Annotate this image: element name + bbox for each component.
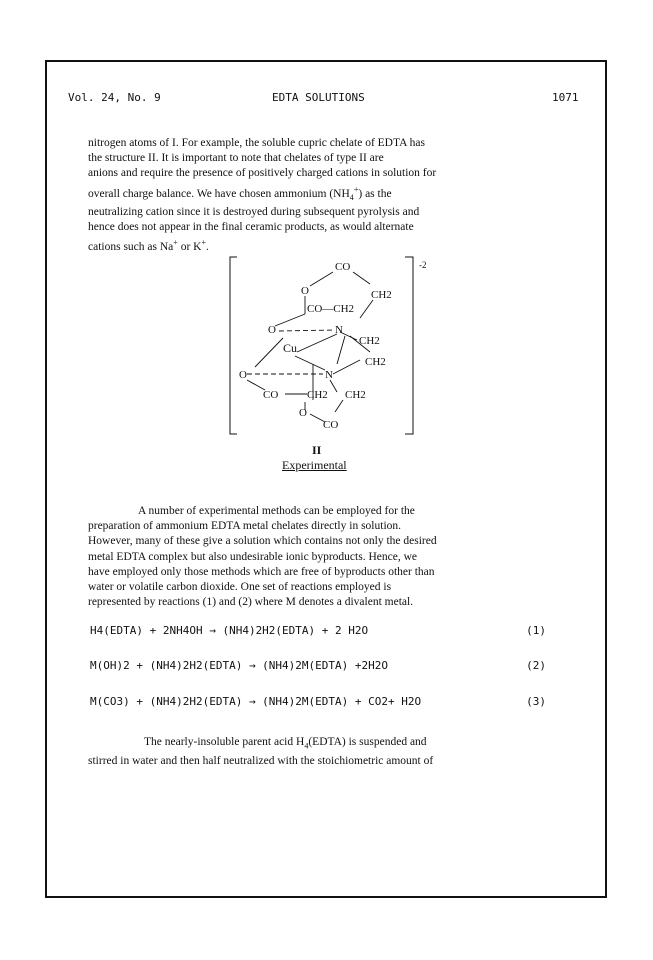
text-line: hence does not appear in the final ceramic products, as would alternate bbox=[88, 221, 414, 234]
equation-number: (1) bbox=[526, 624, 546, 637]
atom-label: CO bbox=[335, 261, 351, 273]
header-title: EDTA SOLUTIONS bbox=[272, 91, 365, 104]
text-line: metal EDTA complex but also undesirable ionic byproducts. Hence, we bbox=[88, 550, 417, 563]
text-span: or K bbox=[177, 241, 202, 254]
header-volume: Vol. 24, No. 9 bbox=[68, 91, 161, 104]
text-line: stirred in water and then half neutralized with the stoichiometric amount of bbox=[88, 754, 434, 767]
equation-2 bbox=[90, 659, 546, 672]
chemical-structure-diagram bbox=[225, 252, 440, 442]
text-line: anions and require the presence of positively charged cations in solution for bbox=[88, 167, 437, 180]
text-line: the structure II. It is important to note that chelates of type II are bbox=[88, 152, 384, 165]
equation-text: M(OH)2 + (NH4)2H2(EDTA) → (NH4)2M(EDTA) +2H2O bbox=[90, 659, 389, 672]
atom-label: O bbox=[299, 407, 307, 419]
equation-text: H4(EDTA) + 2NH4OH → (NH4)2H2(EDTA) + 2 H2O bbox=[90, 624, 369, 637]
text-span: The nearly-insoluble parent acid H bbox=[144, 736, 305, 748]
text-line: preparation of ammonium EDTA metal chelates directly in solution. bbox=[88, 520, 402, 533]
atom-label: CH2 bbox=[365, 356, 386, 368]
superscript: + bbox=[201, 238, 207, 248]
text-span: overall charge balance. We have chosen ammonium (NH bbox=[88, 187, 350, 200]
text-line: However, many of these give a solution which contains not only the desired bbox=[88, 535, 437, 548]
superscript: + bbox=[173, 238, 178, 248]
right-bracket bbox=[405, 257, 413, 434]
atom-label: Cu bbox=[283, 341, 298, 355]
atom-label: CO—CH2 bbox=[307, 303, 355, 315]
text-span: . bbox=[206, 241, 209, 254]
structure-label: II bbox=[312, 443, 322, 457]
paragraph-procedure bbox=[88, 735, 568, 769]
header-page-number: 1071 bbox=[552, 91, 579, 104]
charge-label: -2 bbox=[419, 260, 427, 270]
atom-label: CO bbox=[323, 419, 339, 431]
subscript: 4 bbox=[349, 192, 354, 202]
equation-text: M(CO3) + (NH4)2H2(EDTA) → (NH4)2M(EDTA) + CO2+ H2O bbox=[90, 695, 422, 708]
atom-label: CH2 bbox=[345, 389, 366, 401]
atom-label: O bbox=[301, 285, 309, 297]
equation-number: (3) bbox=[526, 695, 546, 708]
subscript: 4 bbox=[304, 741, 309, 751]
superscript: + bbox=[353, 184, 359, 194]
atom-label: O bbox=[239, 369, 247, 381]
text-line: have employed only those methods which are free of byproducts other than bbox=[88, 565, 435, 578]
text-line bbox=[88, 182, 568, 205]
text-line bbox=[88, 735, 568, 754]
atom-label: N bbox=[335, 324, 343, 336]
equation-number: (2) bbox=[526, 659, 546, 672]
atom-label: CO bbox=[263, 389, 279, 401]
text-line: represented by reactions (1) and (2) where M denotes a divalent metal. bbox=[88, 596, 414, 609]
text-line: nitrogen atoms of I. For example, the soluble cupric chelate of EDTA has bbox=[88, 137, 425, 149]
text-line: water or volatile carbon dioxide. One set of reactions employed is bbox=[88, 581, 392, 594]
left-bracket bbox=[230, 257, 237, 434]
atom-label: CH2 bbox=[371, 289, 392, 301]
text-span: (EDTA) is suspended and bbox=[308, 736, 427, 748]
text-span: ) as the bbox=[358, 187, 392, 200]
section-heading: Experimental bbox=[282, 458, 347, 472]
atom-label: O bbox=[268, 324, 276, 336]
text-line: neutralizing cation since it is destroyed during subsequent pyrolysis and bbox=[88, 205, 420, 218]
atom-label: CH2 bbox=[307, 389, 328, 401]
equation-1 bbox=[90, 624, 546, 637]
paragraph-intro bbox=[88, 136, 568, 255]
atom-label: CH2 bbox=[359, 335, 380, 347]
text-span: cations such as Na bbox=[88, 241, 174, 254]
atom-label: N bbox=[325, 369, 333, 381]
paragraph-experimental bbox=[88, 504, 568, 610]
text-line: A number of experimental methods can be employed for the bbox=[138, 505, 415, 517]
equation-3 bbox=[90, 695, 546, 708]
